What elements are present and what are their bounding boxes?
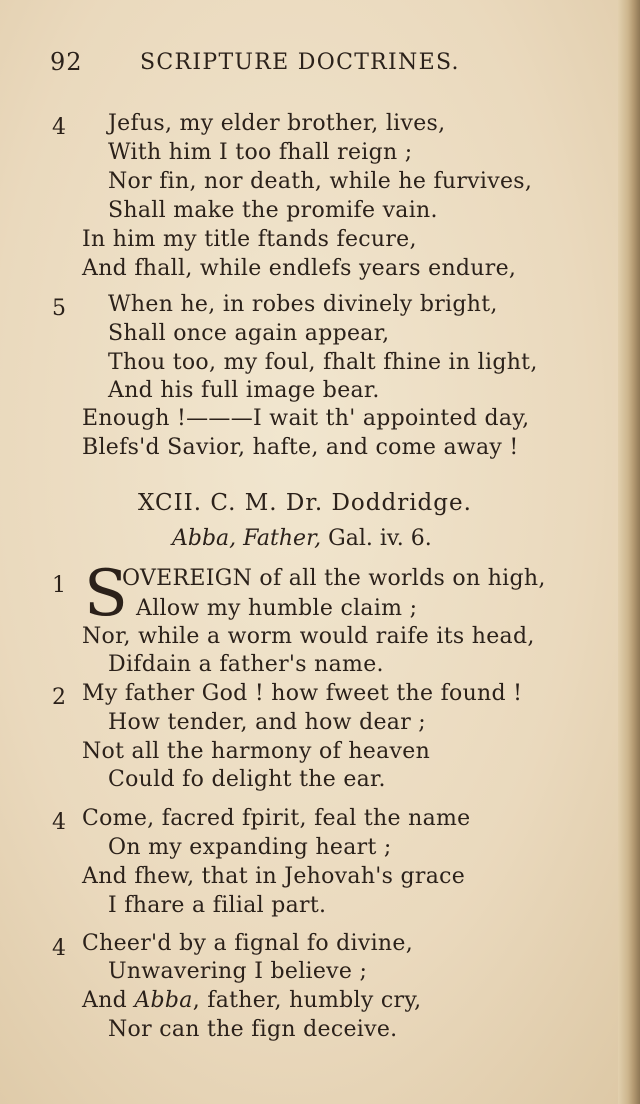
verse-number: 5 xyxy=(52,296,66,321)
stanza-line: I fhare a filial part. xyxy=(108,893,327,918)
verse-line: Blefs'd Savior, hafte, and come away ! xyxy=(82,435,519,460)
stanza-number: 4 xyxy=(52,936,66,961)
subtitle-italic: Abba, Father, xyxy=(172,526,322,551)
stanza-line xyxy=(82,988,421,1013)
verse-line: Shall once again appear, xyxy=(108,321,390,346)
stanza-line: Allow my humble claim ; xyxy=(136,596,418,621)
verse-line: And his full image bear. xyxy=(108,378,380,403)
stanza-line: Nor can the fign deceive. xyxy=(108,1017,398,1042)
stanza-line: Cheer'd by a fignal fo divine, xyxy=(82,931,414,956)
stanza-number: 4 xyxy=(52,810,66,835)
verse-line: Enough !———I wait th' appointed day, xyxy=(82,406,530,431)
stanza-line: Not all the harmony of heaven xyxy=(82,739,431,764)
stanza-line: On my expanding heart ; xyxy=(108,835,392,860)
verse-line: Shall make the promife vain. xyxy=(108,198,438,223)
verse-line: And fhall, while endlefs years endure, xyxy=(82,256,517,281)
verse-number: 4 xyxy=(52,115,66,140)
stanza-line: And fhew, that in Jehovah's grace xyxy=(82,864,466,889)
stanza-number: 2 xyxy=(52,685,66,710)
hymn-heading: XCII. C. M. Dr. Doddridge. xyxy=(138,490,472,516)
page-edge xyxy=(618,0,640,1104)
line-prefix: And xyxy=(82,988,135,1013)
stanza-line: Come, facred fpirit, feal the name xyxy=(82,806,471,831)
verse-line: Nor fin, nor death, while he furvives, xyxy=(108,169,533,194)
stanza-line: OVEREIGN of all the worlds on high, xyxy=(122,566,546,591)
stanza-line: Difdain a father's name. xyxy=(108,652,384,677)
drop-cap: S xyxy=(84,557,128,631)
verse-line: When he, in robes divinely bright, xyxy=(108,292,498,317)
stanza-line: Unwavering I believe ; xyxy=(108,959,368,984)
stanza-line: Could fo delight the ear. xyxy=(108,767,386,792)
subtitle-reference: Gal. iv. 6. xyxy=(321,526,432,551)
verse-line: Thou too, my foul, fhalt fhine in light, xyxy=(108,350,538,375)
page-number: 92 xyxy=(50,48,83,76)
stanza-line: Nor, while a worm would raife its head, xyxy=(82,624,535,649)
verse-line: Jefus, my elder brother, lives, xyxy=(108,111,446,136)
line-italic-abba: Abba xyxy=(134,988,193,1013)
stanza-line: How tender, and how dear ; xyxy=(108,710,427,735)
stanza-line: My father God ! how fweet the found ! xyxy=(82,681,523,706)
hymn-subtitle xyxy=(172,526,432,551)
verse-line: In him my title ftands fecure, xyxy=(82,227,417,252)
line-suffix: , father, humbly cry, xyxy=(192,988,422,1013)
stanza-number: 1 xyxy=(52,573,66,598)
verse-line: With him I too fhall reign ; xyxy=(108,140,413,165)
running-title: SCRIPTURE DOCTRINES. xyxy=(140,50,460,75)
page-header xyxy=(50,48,520,82)
